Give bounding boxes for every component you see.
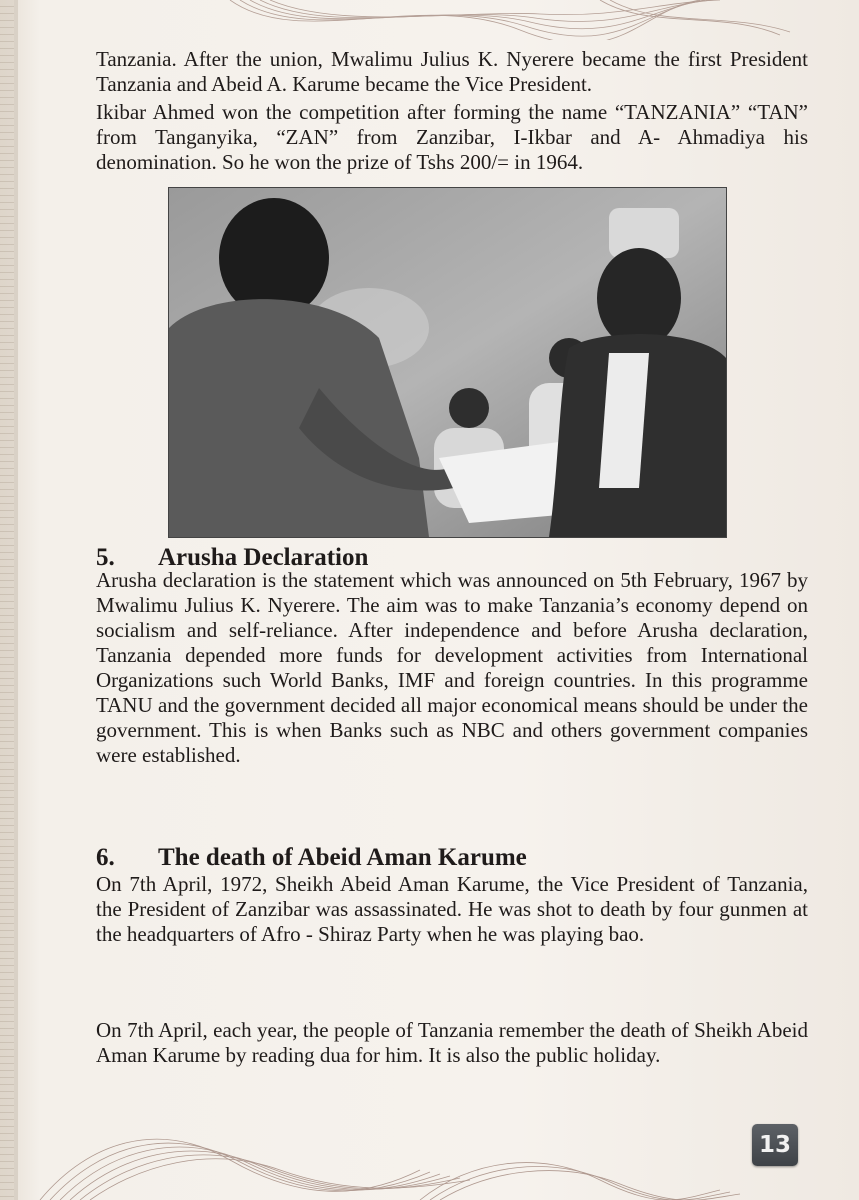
- section-number: 6.: [96, 844, 115, 871]
- intro-paragraph-2: Ikibar Ahmed won the competition after forming the name “TANZANIA” “TAN” from Tanganyika, “ZAN” from Zanzibar, I-Ikbar and A- Ahmadiya his denomination. So he won the prize of Tshs 200/= in 1964.: [96, 100, 808, 174]
- bottom-swirl-ornament: [0, 1100, 859, 1200]
- page-spine: [14, 0, 18, 1200]
- arusha-paragraph: Arusha declaration is the statement which was announced on 5th February, 1967 by Mwalimu Julius K. Nyerere. The aim was to make Tanzania’s economy depend on socialism and self-reliance. After independence and before Arusha declaration, Tanzania depended more funds for development activities from International Organizations such World Banks, IMF and foreign countries. In this programme TANU and the government decided all major economical means should be under the government. This is when Banks such as NBC and others government companies were established.: [96, 568, 808, 767]
- page-number-badge: 13: [752, 1124, 798, 1166]
- section-heading: The death of Abeid Aman Karume: [158, 844, 527, 871]
- historical-photo: [168, 187, 727, 538]
- page-binding: [0, 0, 14, 1200]
- section-heading: Arusha Declaration: [158, 544, 369, 571]
- section-title-karume: [96, 844, 527, 872]
- section-number: 5.: [96, 544, 115, 571]
- top-swirl-ornament: [0, 0, 859, 40]
- photo-illustration: [169, 188, 726, 537]
- karume-paragraph-2: On 7th April, each year, the people of Tanzania remember the death of Sheikh Abeid Aman Karume by reading dua for him. It is also the public holiday.: [96, 1018, 808, 1067]
- karume-paragraph-1: On 7th April, 1972, Sheikh Abeid Aman Karume, the Vice President of Tanzania, the President of Zanzibar was assassinated. He was shot to death by four gunmen at the headquarters of Afro - Shiraz Party when he was playing bao.: [96, 872, 808, 946]
- intro-paragraph-1: Tanzania. After the union, Mwalimu Julius K. Nyerere became the first President Tanzania and Abeid A. Karume became the Vice President.: [96, 47, 808, 96]
